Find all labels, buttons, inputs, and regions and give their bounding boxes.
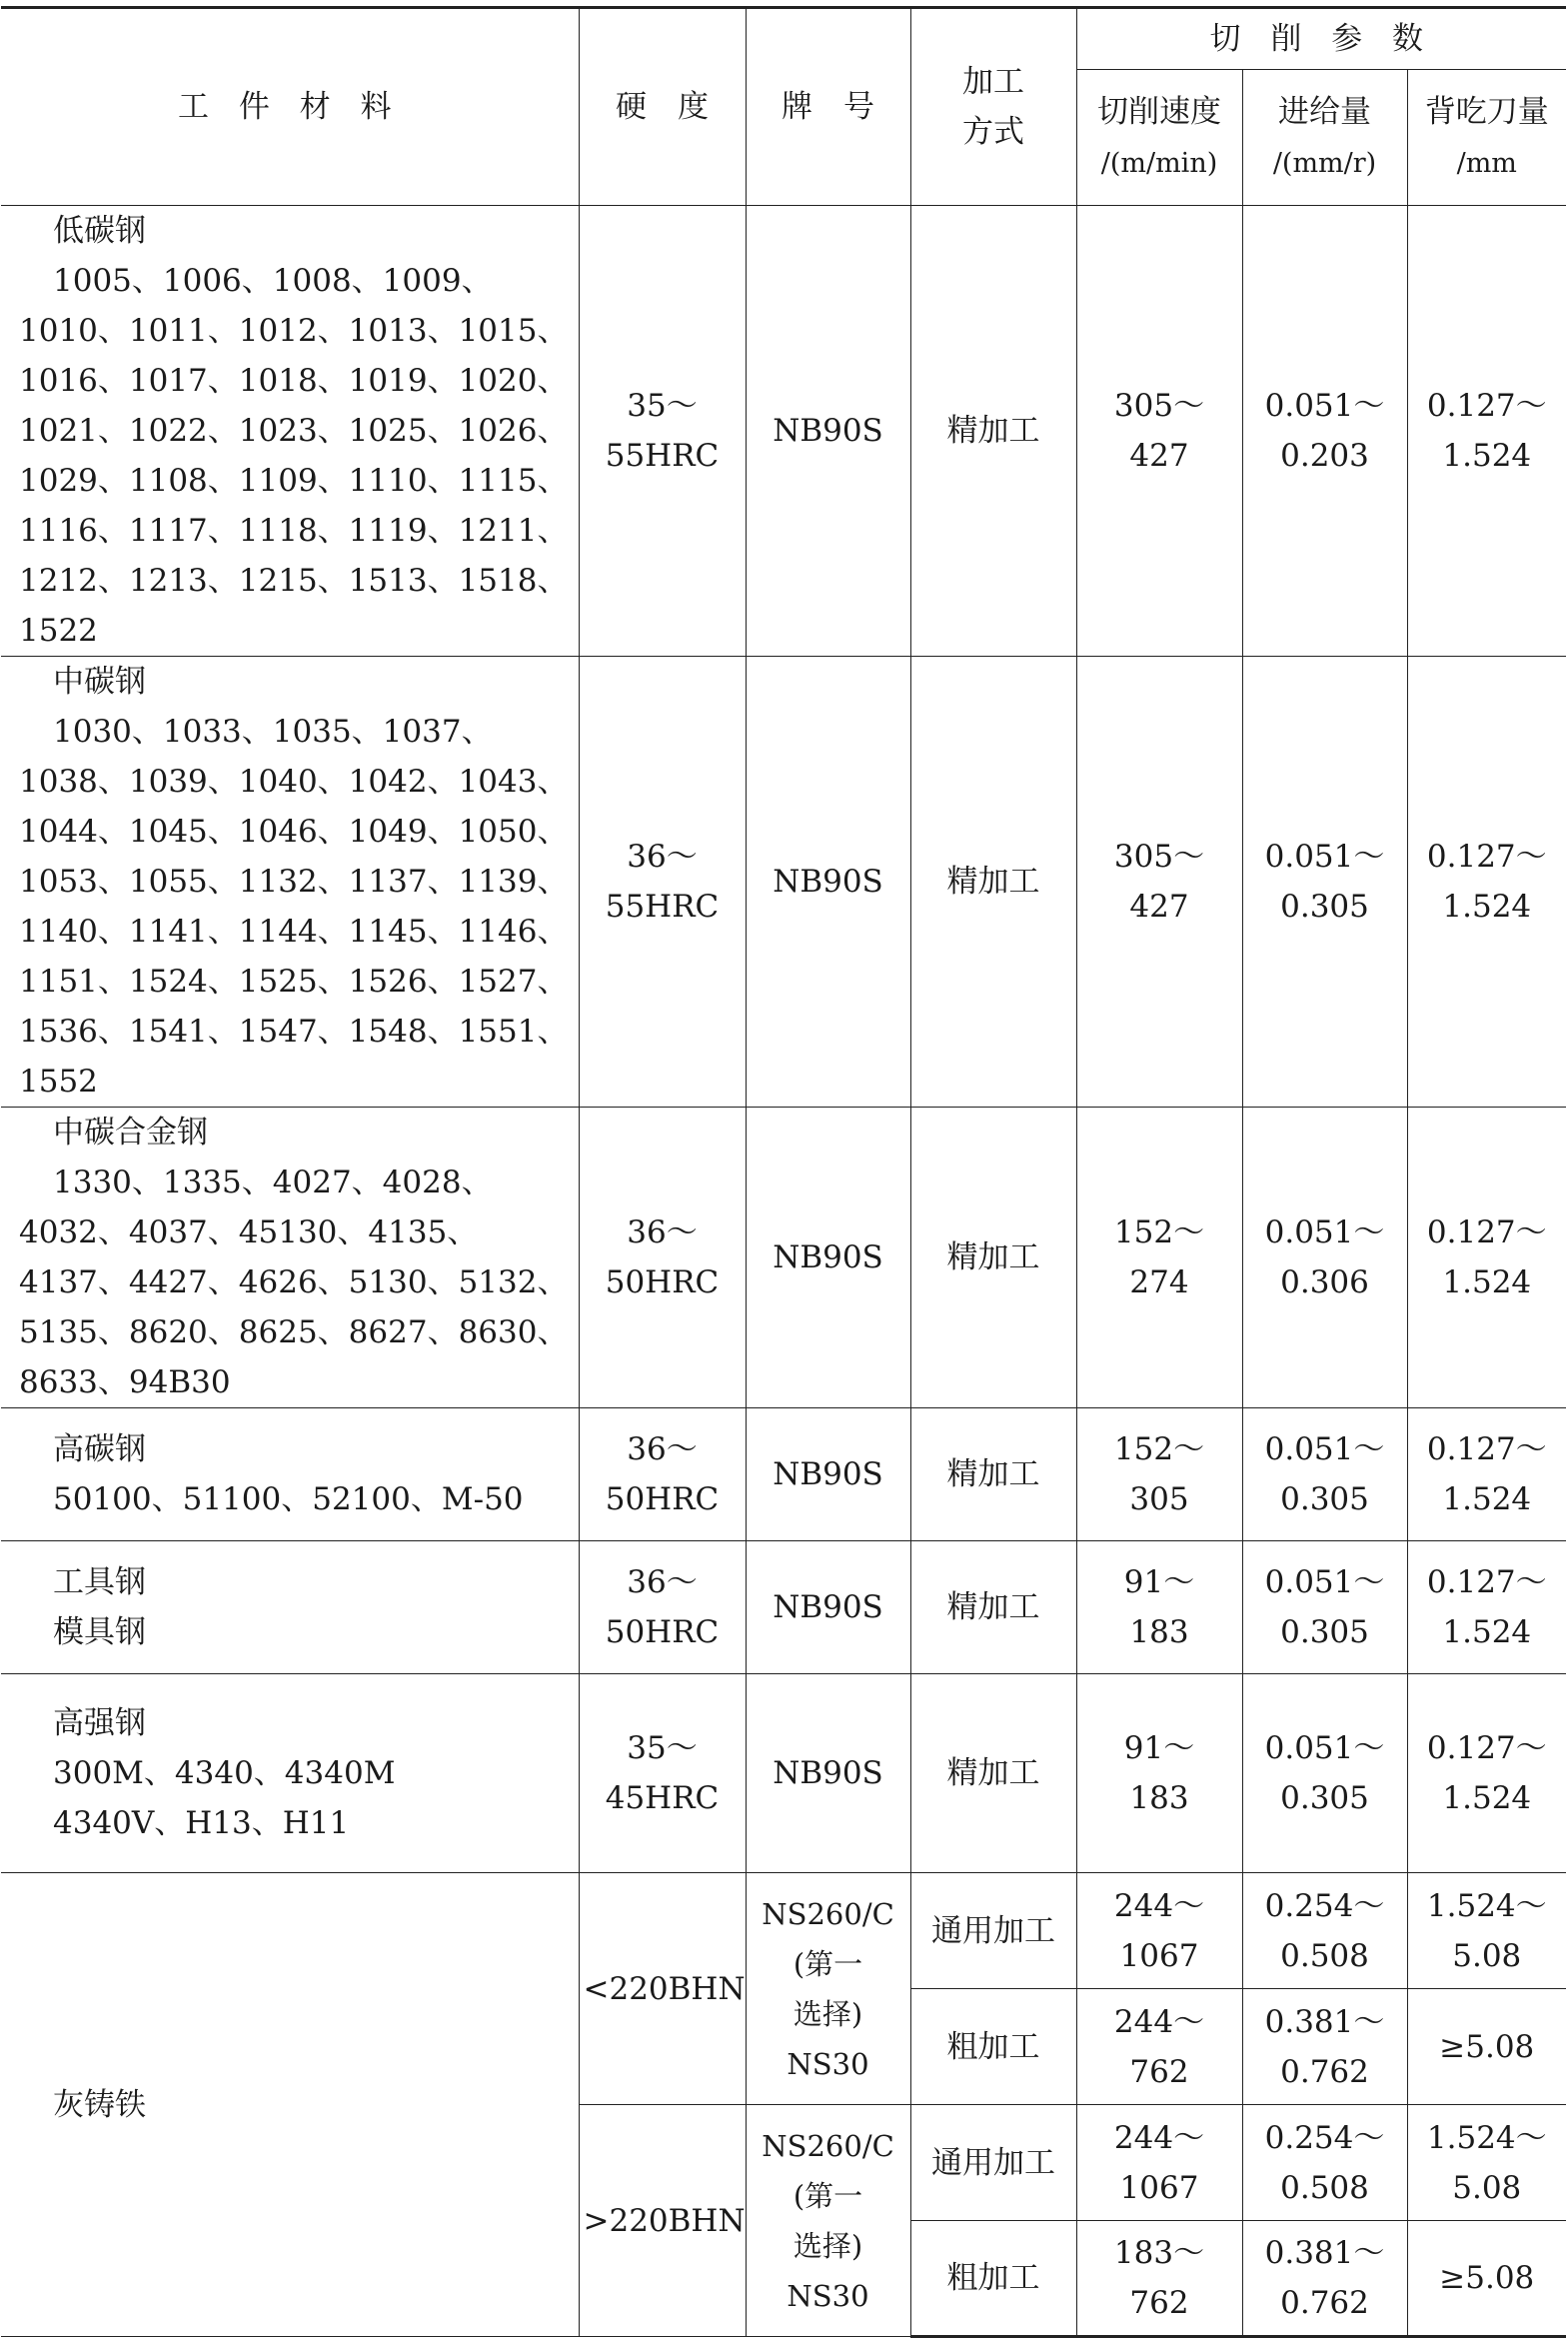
hardness-cell: 35～ 55HRC xyxy=(579,206,746,657)
speed-cell: 244～ 1067 xyxy=(1076,2105,1242,2221)
material-name: 高碳钢 xyxy=(53,1431,146,1467)
material-cell xyxy=(1,1541,579,1674)
grade-cell: NB90S xyxy=(746,1108,910,1408)
speed-cell: 91～ 183 xyxy=(1076,1674,1242,1873)
material-grades: 1030、1033、1035、1037、1038、1039、1040、1042、1043、1044、1045、1046、1049、1050、1053、1055、1132、1137、1139、1140、1141、1144、1145、1146、1151、1524、1525、1526、1527、1536、1541、1547、1548、1551、1552 xyxy=(19,714,569,1100)
method-cell: 通用加工 xyxy=(910,1873,1076,1989)
material-grades: 300M、4340、4340M 4340V、H13、H11 xyxy=(53,1755,396,1841)
feed-cell: 0.051～ 0.305 xyxy=(1242,1408,1407,1541)
material-name: 高强钢 xyxy=(53,1705,146,1741)
hardness-cell: 36～ 55HRC xyxy=(579,657,746,1108)
feed-cell: 0.051～ 0.305 xyxy=(1242,1674,1407,1873)
feed-cell: 0.254～ 0.508 xyxy=(1242,1873,1407,1989)
method-cell: 通用加工 xyxy=(910,2105,1076,2221)
speed-cell: 305～ 427 xyxy=(1076,657,1242,1108)
material-name: 中碳钢 xyxy=(53,664,146,700)
material-cell xyxy=(1,1108,579,1408)
method-cell: 精加工 xyxy=(910,1408,1076,1541)
material-grades: 50100、51100、52100、M-50 xyxy=(53,1481,524,1517)
method-cell: 精加工 xyxy=(910,1674,1076,1873)
feed-cell: 0.381～ 0.762 xyxy=(1242,2221,1407,2337)
method-cell: 精加工 xyxy=(910,1541,1076,1674)
header-speed-unit: /(m/min) xyxy=(1100,147,1218,179)
hardness-cell: 35～ 45HRC xyxy=(579,1674,746,1873)
material-cell xyxy=(1,657,579,1108)
material-cell xyxy=(1,1674,579,1873)
table-row xyxy=(1,1108,1566,1408)
header-feed-label: 进给量 xyxy=(1278,93,1371,130)
material-cell xyxy=(1,206,579,657)
feed-cell: 0.051～ 0.203 xyxy=(1242,206,1407,657)
material-cell xyxy=(1,1408,579,1541)
grade-cell: NB90S xyxy=(746,1408,910,1541)
material-grades: 1330、1335、4027、4028、4032、4037、45130、4135、4137、4427、4626、5130、5132、5135、8620、8625、8627、8630、8633、94B30 xyxy=(19,1165,569,1400)
hardness-cell: <220BHN xyxy=(579,1873,746,2105)
method-cell: 精加工 xyxy=(910,657,1076,1108)
header-depth xyxy=(1407,70,1566,206)
hardness-cell: 36～ 50HRC xyxy=(579,1408,746,1541)
depth-cell: 0.127～ 1.524 xyxy=(1407,1674,1566,1873)
material-name: 灰铸铁 xyxy=(53,2086,146,2123)
table-row xyxy=(1,1873,1566,1989)
speed-cell: 152～ 305 xyxy=(1076,1408,1242,1541)
grade-cell: NB90S xyxy=(746,1674,910,1873)
cutting-parameters-table xyxy=(1,6,1566,2338)
table-row xyxy=(1,657,1566,1108)
material-grades: 模具钢 xyxy=(53,1614,146,1650)
depth-cell: 0.127～ 1.524 xyxy=(1407,1541,1566,1674)
material-name: 低碳钢 xyxy=(53,213,146,249)
depth-cell: 0.127～ 1.524 xyxy=(1407,1408,1566,1541)
hardness-cell: >220BHN xyxy=(579,2105,746,2337)
table-row xyxy=(1,206,1566,657)
speed-cell: 305～ 427 xyxy=(1076,206,1242,657)
depth-cell: 0.127～ 1.524 xyxy=(1407,657,1566,1108)
method-cell: 粗加工 xyxy=(910,1989,1076,2105)
speed-cell: 244～ 762 xyxy=(1076,1989,1242,2105)
speed-cell: 183～ 762 xyxy=(1076,2221,1242,2337)
header-depth-label: 背吃刀量 xyxy=(1424,93,1549,130)
method-cell: 精加工 xyxy=(910,1108,1076,1408)
depth-cell: 1.524～ 5.08 xyxy=(1407,1873,1566,1989)
grade-cell: NB90S xyxy=(746,657,910,1108)
header-hardness: 硬 度 xyxy=(579,8,746,206)
speed-cell: 91～ 183 xyxy=(1076,1541,1242,1674)
depth-cell: ≥5.08 xyxy=(1407,1989,1566,2105)
speed-cell: 244～ 1067 xyxy=(1076,1873,1242,1989)
depth-cell: 0.127～ 1.524 xyxy=(1407,206,1566,657)
header-feed xyxy=(1242,70,1407,206)
table-row xyxy=(1,1408,1566,1541)
grade-cell: NS260/C (第一 选择) NS30 xyxy=(746,2105,910,2337)
depth-cell: 0.127～ 1.524 xyxy=(1407,1108,1566,1408)
depth-cell: ≥5.08 xyxy=(1407,2221,1566,2337)
material-name: 中碳合金钢 xyxy=(53,1115,208,1151)
table-row xyxy=(1,1541,1566,1674)
header-depth-unit: /mm xyxy=(1456,147,1517,179)
method-cell: 精加工 xyxy=(910,206,1076,657)
hardness-cell: 36～ 50HRC xyxy=(579,1541,746,1674)
method-cell: 粗加工 xyxy=(910,2221,1076,2337)
feed-cell: 0.254～ 0.508 xyxy=(1242,2105,1407,2221)
header-speed xyxy=(1076,70,1242,206)
material-name: 工具钢 xyxy=(53,1564,146,1600)
grade-cell: NS260/C (第一 选择) NS30 xyxy=(746,1873,910,2105)
header-material: 工 件 材 料 xyxy=(1,8,579,206)
material-grades: 1005、1006、1008、1009、1010、1011、1012、1013、1015、1016、1017、1018、1019、1020、1021、1022、1023、1025、1026、1029、1108、1109、1110、1115、1116、1117、1118、1119、1211、1212、1213、1215、1513、1518、1522 xyxy=(19,263,569,649)
feed-cell: 0.051～ 0.305 xyxy=(1242,1541,1407,1674)
speed-cell: 152～ 274 xyxy=(1076,1108,1242,1408)
header-feed-unit: /(mm/r) xyxy=(1272,147,1377,179)
header-speed-label: 切削速度 xyxy=(1097,93,1221,130)
grade-cell: NB90S xyxy=(746,206,910,657)
grade-cell: NB90S xyxy=(746,1541,910,1674)
feed-cell: 0.051～ 0.305 xyxy=(1242,657,1407,1108)
header-grade: 牌 号 xyxy=(746,8,910,206)
depth-cell: 1.524～ 5.08 xyxy=(1407,2105,1566,2221)
feed-cell: 0.051～ 0.306 xyxy=(1242,1108,1407,1408)
hardness-cell: 36～ 50HRC xyxy=(579,1108,746,1408)
header-cutting-params: 切 削 参 数 xyxy=(1076,8,1566,70)
feed-cell: 0.381～ 0.762 xyxy=(1242,1989,1407,2105)
material-cell xyxy=(1,1873,579,2337)
header-method: 加工 方式 xyxy=(910,8,1076,206)
table-row xyxy=(1,1674,1566,1873)
